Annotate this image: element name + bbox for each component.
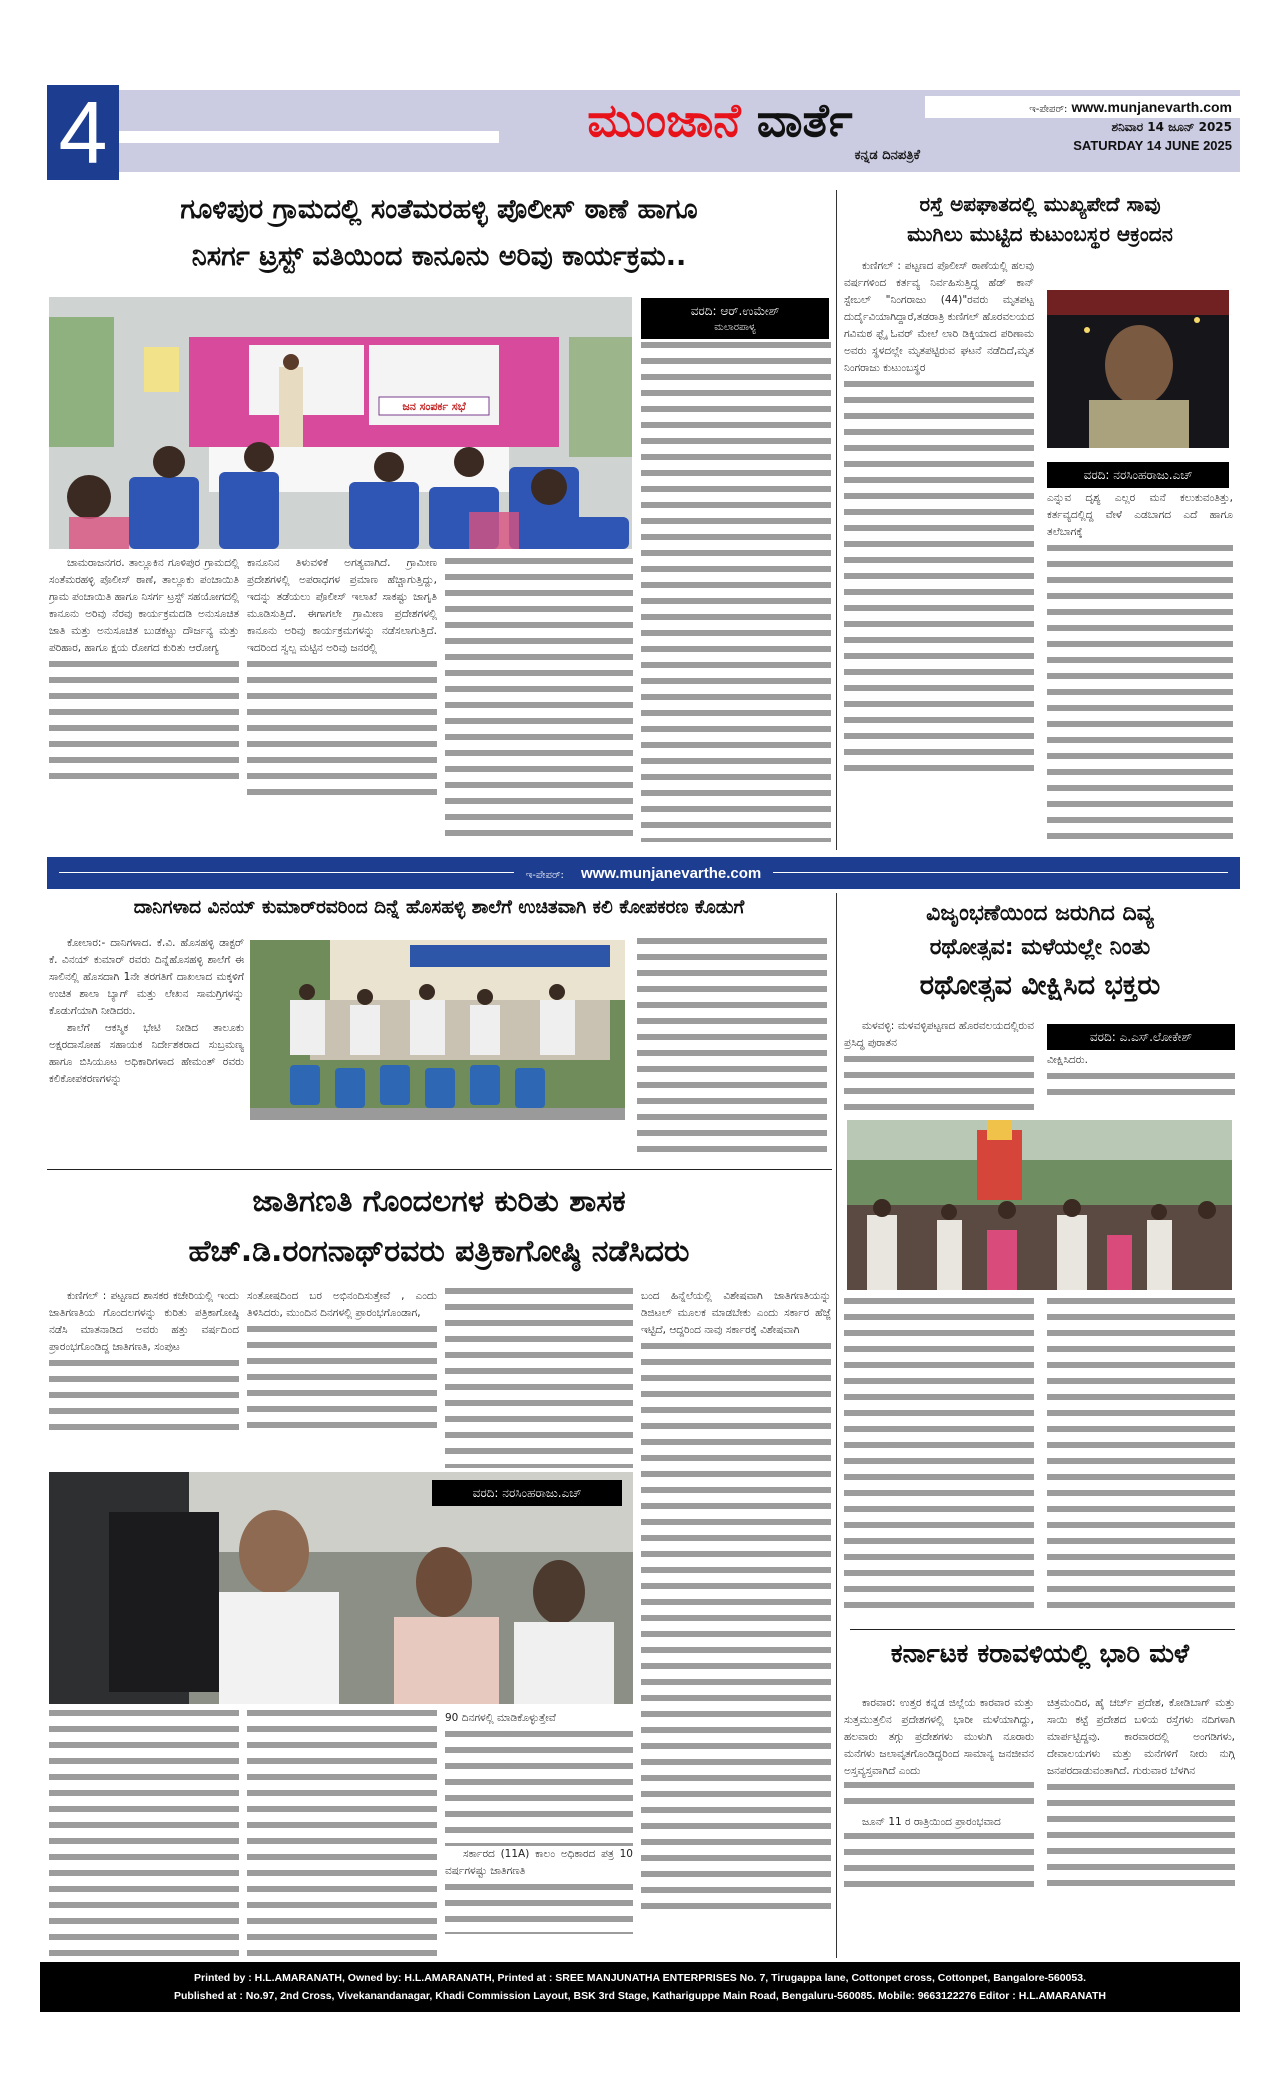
text-lines	[844, 381, 1034, 781]
newspaper-logo	[540, 90, 900, 150]
text-lines	[49, 1360, 239, 1440]
photo-chariot-festival	[847, 1120, 1232, 1290]
imprint-line-1: Printed by : H.L.AMARANATH, Owned by: H.L.AMARANATH, Printed at : SREE MANJUNATHA ENTERPRISES No. 7, Tirugappa lane, Cottonpet cross, Cottonpet, Bangalore-560053.	[194, 1972, 1086, 1984]
text-lines	[49, 661, 239, 781]
logo-red-word: ಮುಂಜಾನೆ	[587, 93, 741, 147]
column-divider	[836, 190, 837, 850]
photo-constable	[1047, 290, 1229, 448]
text-lines	[1047, 1784, 1235, 1894]
article-text: ವೀಕ್ಷಿಸಿದರು.	[1047, 1054, 1088, 1066]
text-lines	[445, 1731, 633, 1846]
article-text: ಮಳವಳ್ಳಿ: ಮಳವಳ್ಳಿಪಟ್ಟಣದ ಹೊರವಲಯದಲ್ಲಿರುವ ಪ್ರಸಿದ್ಧ ಪುರಾತನ	[844, 1020, 1034, 1049]
date-kannada: ಶನಿವಾರ 14 ಜೂನ್ 2025	[1111, 120, 1232, 134]
text-lines	[641, 1343, 831, 1918]
article-police-col-2	[247, 555, 437, 845]
article-text: ಸರ್ಕಾರದ (11A) ಕಾಲಂ ಅಧಿಕಾರದ ಪತ್ರ 10 ವರ್ಷಗಳಷ್ಟು ಜಾತಿಗಣತಿ	[445, 1848, 633, 1877]
byline-place: ಮಲಾರಪಾಳ್ಯ	[714, 322, 756, 333]
headline-caste-census-1: ಜಾತಿಗಣತಿ ಗೊಂದಲಗಳ ಕುರಿತು ಶಾಸಕ	[252, 1184, 626, 1219]
article-text: ಜೂನ್ 11 ರ ರಾತ್ರಿಯಿಂದ ಪ್ರಾರಂಭವಾದ	[862, 1816, 1001, 1828]
article-text: ಕುಣಿಗಲ್ : ಪಟ್ಟಣದ ಶಾಸಕರ ಕಚೇರಿಯಲ್ಲಿ ಇಂದು ಜಾತಿಗಣತಿಯ ಗೊಂದಲಗಳನ್ನು ಕುರಿತು ಪತ್ರಿಕಾಗೋಷ್ಠಿ ನಡೆಸಿ ಮಾತನಾಡಿದ ಅವರು ಹತ್ತು ವರ್ಷದಿಂದ ಪ್ರಾರಂಭಗೊಂಡಿದ್ದ ಜಾತಿಗಣತಿ, ಸಂಪುಟ	[49, 1290, 239, 1353]
text-lines	[247, 1326, 437, 1438]
headline-road-accident-2: ಮುಗಿಲು ಮುಟ್ಟಿದ ಕುಟುಂಬಸ್ಥರ ಆಕ್ರಂದನ	[907, 222, 1173, 246]
article-text: ಕೋಲಾರ:- ದಾನಿಗಳಾದ. ಕೆ.ವಿ. ಹೊಸಹಳ್ಳಿ ಡಾಕ್ಟರ್ ಕೆ. ವಿನಯ್ ಕುಮಾರ್ ರವರು ದಿನ್ನೆಹೊಸಹಳ್ಳಿ ಶಾಲೆಗೆ ಈ ಸಾಲಿನಲ್ಲಿ ಹೊಸದಾಗಿ 1ನೇ ತರಗತಿಗೆ ದಾಖಲಾದ ಮಕ್ಕಳಿಗೆ ಉಚಿತ ಶಾಲಾ ಬ್ಯಾಗ್ ಮತ್ತು ಲೇಖನ ಸಾಮಗ್ರಿಗಳನ್ನು ಕೊಡುಗೆಯಾಗಿ ನೀಡಿದರು.	[49, 937, 244, 1017]
band-epaper-label: ಇ-ಪೇಪರ್:	[520, 870, 570, 881]
article-rathotsava-col-1	[844, 1018, 1034, 1118]
photo-press-meet	[49, 1472, 633, 1704]
article-text: ಚಾಮರಾಜನಗರ. ತಾಲ್ಲೂಕಿನ ಗೂಳಿಪುರ ಗ್ರಾಮದಲ್ಲಿ ಸಂತೆಮರಹಳ್ಳಿ ಪೊಲೀಸ್ ಠಾಣೆ, ತಾಲ್ಲೂಕು ಪಂಚಾಯಿತಿ ಗ್ರಾಮ ಪಂಚಾಯಿತಿ ಹಾಗೂ ನಿಸರ್ಗ ಟ್ರಸ್ಟ್ ಸಹಯೋಗದಲ್ಲಿ ಕಾನೂನು ಅರಿವು ನೆರವು ಕಾರ್ಯಕ್ರಮದಡಿ ಅನುಸೂಚಿತ ಜಾತಿ ಮತ್ತು ಅನುಸೂಚಿತ ಬುಡಕಟ್ಟು ದೌರ್ಜನ್ಯ ಮತ್ತು ಪರಿಹಾರ, ಹಾಗೂ ಕ್ಷಯ ರೋಗದ ಕುರಿತು ಆರೋಗ್ಯ	[49, 557, 239, 654]
byline-reporter: ವರದಿ: ಆರ್.ಉಮೇಶ್	[690, 304, 780, 318]
headline-road-accident-1: ರಸ್ತೆ ಅಪಘಾತದಲ್ಲಿ ಮುಖ್ಯಪೇದೆ ಸಾವು	[919, 192, 1161, 216]
article-census-col-2b	[247, 1710, 437, 1956]
column-divider	[836, 893, 837, 1958]
article-text: ಕಾನೂನಿನ ತಿಳುವಳಿಕೆ ಅಗತ್ಯವಾಗಿದೆ. ಗ್ರಾಮೀಣ ಪ್ರದೇಶಗಳಲ್ಲಿ ಅಪರಾಧಗಳ ಪ್ರಮಾಣ ಹೆಚ್ಚಾಗುತ್ತಿದ್ದು, ಇದನ್ನು ತಡೆಯಲು ಪೊಲೀಸ್ ಇಲಾಖೆ ಸಾಕಷ್ಟು ಜಾಗೃತಿ ಮೂಡಿಸುತ್ತಿದೆ. ಈಗಾಗಲೇ ಗ್ರಾಮೀಣ ಪ್ರದೇಶಗಳಲ್ಲಿ ಕಾನೂನು ಅರಿವು ಕಾರ್ಯಕ್ರಮಗಳನ್ನು ನಡೆಸಲಾಗುತ್ತಿದೆ. ಇದರಿಂದ ಸ್ವಲ್ಪ ಮಟ್ಟಿನ ಅರಿವು ಜನರಲ್ಲಿ	[247, 557, 437, 654]
byline-rathotsava: ವರದಿ: ಎ.ಎಸ್.ಲೋಕೇಶ್	[1047, 1024, 1235, 1050]
article-census-col-1	[49, 1288, 239, 1468]
article-text: ಕುಣಿಗಲ್ : ಪಟ್ಟಣದ ಪೊಲೀಸ್ ಠಾಣೆಯಲ್ಲಿ ಹಲವು ವರ್ಷಗಳಿಂದ ಕರ್ತವ್ಯ ನಿರ್ವಹಿಸುತ್ತಿದ್ದ ಹೆಡ್ ಕಾನ್ ಸ್ಟೇಬಲ್ "ನಿಂಗರಾಜು (44)"ರವರು ಮೃತಪಟ್ಟ ದುರ್ದೈವಿಯಾಗಿದ್ದಾರೆ,ತಡರಾತ್ರಿ ಕುಣಿಗಲ್ ಹೊರವಲಯದ ಗವಿಮಠ ಫ್ಲೈ ಓವರ್ ಮೇಲೆ ಲಾರಿ ಡಿಕ್ಕಿಯಾದ ಪರಿಣಾಮ ಅವರು ಸ್ಥಳದಲ್ಲೇ ಮೃತಪಟ್ಟಿರುವ ಘಟನೆ ನಡೆದಿದೆ,ಮೃತ ನಿಂಗರಾಜು ಕುಟುಂಬಸ್ಥರ	[844, 260, 1034, 374]
article-census-col-4	[641, 1288, 831, 1958]
masthead-white-strip	[119, 131, 499, 143]
photo-police-meeting	[49, 297, 632, 549]
article-police-col-3	[445, 558, 633, 843]
article-school-col-3	[637, 938, 827, 1153]
byline-road-accident: ವರದಿ: ನರಸಿಂಹರಾಜು.ಎಚ್	[1047, 462, 1229, 488]
article-text: ಬಂದ ಹಿನ್ನೆಲೆಯಲ್ಲಿ ವಿಶೇಷವಾಗಿ ಜಾತಿಗಣತಿಯನ್ನು ಡಿಜಿಟಲ್ ಮೂಲಕ ಮಾಡಬೇಕು ಎಂದು ಸರ್ಕಾರ ಹೆಜ್ಜೆ ಇಟ್ಟಿದೆ, ಆದ್ದರಿಂದ ನಾವು ಸರ್ಕಾರಕ್ಕೆ ವಿಶೇಷವಾಗಿ	[641, 1290, 831, 1336]
article-rain-col-2	[1047, 1695, 1235, 1957]
logo-black-word: ವಾರ್ತೆ	[756, 93, 853, 147]
imprint-line-2: Published at : No.97, 2nd Cross, Vivekanandanagar, Khadi Commission Layout, BSK 3rd Stage, Kathariguppe Main Road, Bengaluru-560085. Mobile: 9663122276 Editor : H.L.AMARANATH	[174, 1990, 1106, 2002]
text-lines	[844, 1782, 1034, 1814]
article-police-col-1	[49, 555, 239, 845]
text-lines	[844, 1833, 1034, 1893]
article-text: ಸಂತೋಷದಿಂದ ಬರ ಅಭಿನಂದಿಸುತ್ತೇವೆ , ಎಂದು ತಿಳಿಸಿದರು, ಮುಂದಿನ ದಿನಗಳಲ್ಲಿ ಪ್ರಾರಂಭಗೊಂಡಾಗ,	[247, 1290, 437, 1319]
article-text: ಎನ್ನುವ ದೃಶ್ಯ ಎಲ್ಲರ ಮನೆ ಕಲುಕುವಂತಿತ್ತು, ಕರ್ತವ್ಯದಲ್ಲಿದ್ದ ವೇಳೆ ಎಡಬಾಗದ ಎದೆ ಹಾಗೂ ತಲೆಬಾಗಕ್ಕೆ	[1047, 492, 1233, 538]
epaper-box	[925, 96, 1240, 118]
page-number: 4	[47, 85, 119, 180]
headline-rathotsava-1: ವಿಜೃಂಭಣೆಯಿಂದ ಜರುಗಿದ ದಿವ್ಯ	[926, 901, 1154, 926]
text-lines	[247, 661, 437, 801]
band-epaper-link[interactable]: www.munjanevarthe.com	[575, 865, 767, 882]
date-english: SATURDAY 14 JUNE 2025	[1073, 138, 1232, 153]
article-census-col-2	[247, 1288, 437, 1468]
headline-coastal-rain: ಕರ್ನಾಟಕ ಕರಾವಳಿಯಲ್ಲಿ ಭಾರಿ ಮಳೆ	[890, 1639, 1190, 1669]
article-text: ಚಿತ್ರಮಂದಿರ, ಹೈ ಚರ್ಚ್ ಪ್ರದೇಶ, ಕೋಡಿಬಾಗ್ ಮತ್ತು ಸಾಯಿ ಕಟ್ಟೆ ಪ್ರದೇಶದ ಬಳಿಯ ರಸ್ತೆಗಳು ನದಿಗಳಾಗಿ ಮಾರ್ಪಟ್ಟಿದ್ದವು. ಕಾರವಾರದಲ್ಲಿ ಅಂಗಡಿಗಳು, ದೇವಾಲಯಗಳು ಮತ್ತು ಮನೆಗಳಿಗೆ ನೀರು ನುಗ್ಗಿ ಜನಪರದಾಡುವಂತಾಗಿದೆ. ಗುರುವಾರ ಬೆಳಗಿನ	[1047, 1697, 1235, 1777]
article-rain-col-1	[844, 1695, 1034, 1957]
article-rathotsava-col-2	[1047, 1052, 1235, 1118]
article-census-col-3b	[445, 1710, 633, 1958]
article-rathotsava-col-4	[1047, 1298, 1235, 1608]
photo-school-children	[250, 940, 625, 1120]
article-accident-col-1	[844, 258, 1034, 848]
banner-text: ಜನ ಸಂಪರ್ಕ ಸಭೆ	[402, 400, 466, 413]
imprint-footer	[40, 1962, 1240, 2012]
epaper-link[interactable]: www.munjanevarth.com	[1071, 99, 1232, 115]
article-accident-col-2	[1047, 490, 1233, 848]
headline-rathotsava-2: ರಥೋತ್ಸವ: ಮಳೆಯಲ್ಲೇ ನಿಂತು	[929, 935, 1151, 960]
text-lines	[445, 1884, 633, 1934]
section-rule	[850, 1629, 1235, 1630]
headline-caste-census-2: ಹೆಚ್.ಡಿ.ರಂಗನಾಥ್‌ರವರು ಪತ್ರಿಕಾಗೋಷ್ಠಿ ನಡೆಸಿದರು	[188, 1234, 690, 1269]
article-school-col-1	[49, 935, 244, 1150]
byline-caste-census: ವರದಿ: ನರಸಿಂಹರಾಜು.ಎಚ್	[432, 1480, 622, 1506]
text-lines	[1047, 1073, 1235, 1105]
section-rule	[47, 1169, 832, 1170]
byline-police-awareness	[641, 298, 829, 339]
epaper-label: ಇ-ಪೇಪರ್:	[1029, 104, 1068, 115]
newspaper-tagline: ಕನ್ನಡ ದಿನಪತ್ರಿಕೆ	[854, 148, 920, 163]
headline-school-kit: ದಾನಿಗಳಾದ ವಿನಯ್ ಕುಮಾರ್‌ರವರಿಂದ ದಿನ್ನೆ ಹೊಸಹಳ್ಳಿ ಶಾಲೆಗೆ ಉಚಿತವಾಗಿ ಕಲಿ ಕೋಪಕರಣ ಕೊಡುಗೆ	[133, 897, 745, 918]
article-census-col-1b	[49, 1710, 239, 1956]
article-text: 90 ದಿನಗಳಲ್ಲಿ ಮಾಡಿಕೊಳ್ಳುತ್ತೇವೆ	[445, 1712, 556, 1724]
headline-rathotsava-3: ರಥೋತ್ಸವ ವೀಕ್ಷಿಸಿದ ಭಕ್ತರು	[919, 970, 1161, 1001]
headline-police-awareness-1: ಗೂಳಿಪುರ ಗ್ರಾಮದಲ್ಲಿ ಸಂತೆಮರಹಳ್ಳಿ ಪೊಲೀಸ್ ಠಾಣೆ ಹಾಗೂ	[180, 194, 698, 225]
article-text: ಶಾಲೆಗೆ ಆಕಸ್ಮಿಕ ಭೇಟಿ ನೀಡಿದ ತಾಲೂಕು ಅಕ್ಷರದಾಸೋಹ ಸಹಾಯಕ ನಿರ್ದೇಶಕರಾದ ಸುಬ್ರಮಣ್ಯ ಹಾಗೂ ಬಿಸಿಯೂಟ ಅಧಿಕಾರಿಗಳಾದ ಹೇಮಂತ್ ರವರು ಕಲಿಕೋಪಕರಣಗಳನ್ನು	[49, 1022, 244, 1085]
text-lines	[1047, 545, 1233, 845]
epaper-divider-band	[47, 857, 1240, 889]
article-police-col-4	[641, 342, 831, 842]
article-census-col-3	[445, 1288, 633, 1468]
article-rathotsava-col-3	[844, 1298, 1034, 1608]
article-text: ಕಾರವಾರ: ಉತ್ತರ ಕನ್ನಡ ಜಿಲ್ಲೆಯ ಕಾರವಾರ ಮತ್ತು ಸುತ್ತಮುತ್ತಲಿನ ಪ್ರದೇಶಗಳಲ್ಲಿ ಭಾರೀ ಮಳೆಯಾಗಿದ್ದು, ಹಲವಾರು ತಗ್ಗು ಪ್ರದೇಶಗಳು ಮುಳುಗಿ ನೂರಾರು ಮನೆಗಳು ಜಲಾವೃತಗೊಂಡಿದ್ದರಿಂದ ಸಾಮಾನ್ಯ ಜನಜೀವನ ಅಸ್ತವ್ಯಸ್ತವಾಗಿದೆ ಎಂದು	[844, 1697, 1034, 1777]
headline-police-awareness-2: ನಿಸರ್ಗ ಟ್ರಸ್ಟ್ ವತಿಯಿಂದ ಕಾನೂನು ಅರಿವು ಕಾರ್ಯಕ್ರಮ..	[191, 241, 687, 272]
text-lines	[844, 1056, 1034, 1111]
